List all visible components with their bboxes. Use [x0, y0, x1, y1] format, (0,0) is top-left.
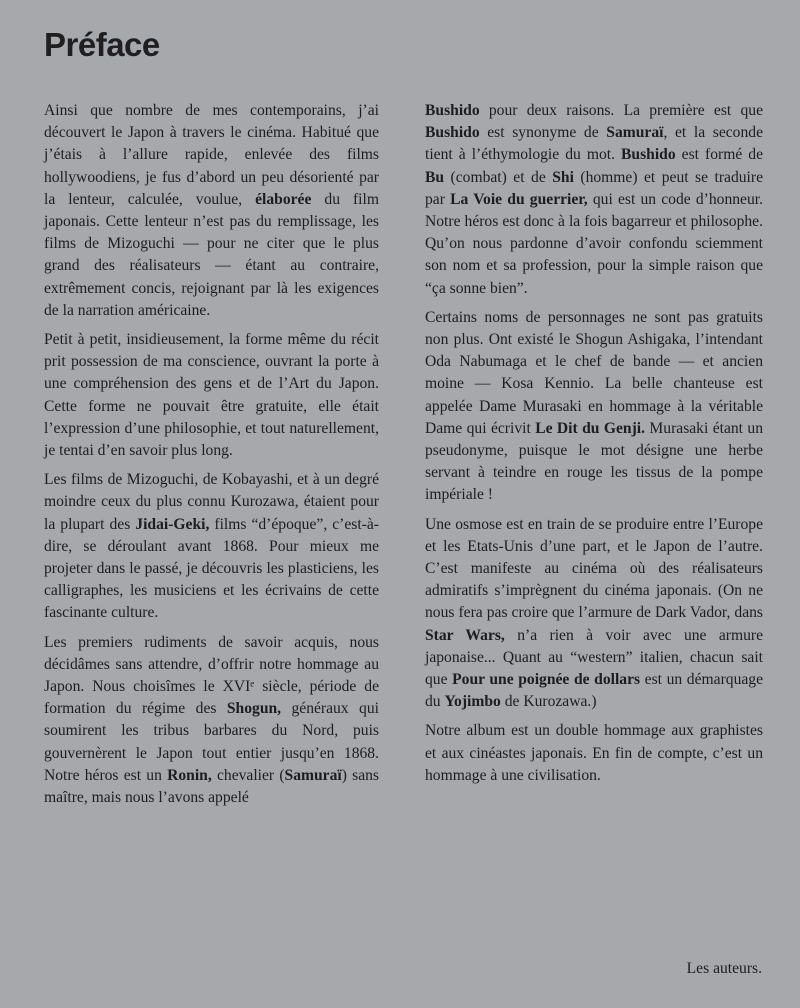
paragraph	[44, 632, 379, 810]
signature: Les auteurs.	[686, 960, 762, 977]
bold-term: Bushido	[425, 124, 480, 142]
bold-term: Star Wars,	[425, 626, 505, 644]
text-run: de Kurozawa.)	[500, 693, 597, 711]
text-run: Les premiers rudiments de savoir acquis, nous décidâmes sans attendre, d’offrir notre hommage au Japon. Nous choisîmes le XVIᵉ siècle, période de formation du régime des	[44, 633, 379, 718]
paragraph	[425, 100, 763, 300]
text-run: n’a rien à voir avec une armure japonaise... Quant au “western” italien, chacun sait que	[425, 626, 764, 689]
paragraph	[44, 469, 379, 624]
text-run: du film japonais. Cette lenteur n’est pas du remplissage, les films de Mizoguchi — pour ne citer que le plus grand des réalisateurs — étant au contraire, extrêmement concis, rejoignant par là les exigences de la narration américaine.	[44, 190, 379, 319]
text-run: qui est un code d’honneur. Notre héros est donc à la fois bagarreur et philosophe. Qu’on nous pardonne d’avoir confondu sciemment son nom et sa profession, pour la simple raison que “ça sonne bien”.	[425, 190, 764, 297]
text-run: Notre album est un double hommage aux graphistes et aux cinéastes japonais. En fin de compte, c’est un hommage à une civilisation.	[425, 722, 763, 784]
bold-term: Shi	[552, 168, 574, 186]
text-run: Ainsi que nombre de mes contemporains, j’ai découvert le Japon à travers le cinéma. Habitué que j’étais à l’allure rapide, enlevée des films hollywoodiens, je fus d’abord un peu désorienté par la lenteur, calculée, voulue,	[44, 102, 379, 208]
bold-term: Bushido	[621, 146, 676, 164]
left-column	[44, 100, 379, 816]
text-run: (combat) et de	[444, 168, 553, 186]
text-run: ) sans maître, mais nous l’avons appelé	[44, 766, 379, 807]
bold-term: Le Dit du Genji.	[535, 419, 646, 437]
paragraph	[44, 100, 379, 322]
text-run: est synonyme de	[479, 124, 607, 142]
paragraph	[425, 720, 763, 787]
bold-term: Pour une poignée de dollars	[452, 671, 641, 689]
text-run: (homme) et peut se traduire par	[425, 168, 763, 208]
bold-term: Samuraï	[606, 124, 664, 142]
text-run: est un démarquage du	[425, 671, 763, 711]
right-column	[425, 100, 763, 794]
bold-term: Samuraï	[284, 766, 342, 784]
bold-term: La Voie du guerrier,	[450, 190, 588, 208]
page-title: Préface	[44, 26, 160, 63]
bold-term: Jidai-Geki,	[135, 515, 210, 533]
text-run: chevalier (	[211, 766, 285, 784]
text-run: pour deux raisons. La première est que	[479, 102, 763, 119]
text-run: est formé de	[675, 146, 764, 164]
bold-term: Yojimbo	[444, 693, 501, 711]
paragraph	[425, 514, 763, 714]
text-run: Certains noms de personnages ne sont pas gratuits non plus. Ont existé le Shogun Ashigaka, l’intendant Oda Nabumaga et le chef de bande — et ancien moine — Kosa Kennio. La belle chanteuse est appelée Dame Murasaki en hommage à la véritable Dame qui écrivit	[425, 308, 763, 437]
bold-term: élaborée	[255, 190, 312, 208]
paragraph	[44, 329, 379, 462]
bold-term: Bu	[425, 168, 445, 186]
bold-term: Shogun,	[226, 700, 282, 718]
bold-term: Ronin,	[167, 766, 212, 784]
bold-term: Bushido	[425, 102, 480, 119]
text-run: films “d’époque”, c’est-à-dire, se déroulant avant 1868. Pour mieux me projeter dans le passé, je découvris les plasticiens, les calligraphes, les musiciens et les écrivains de cette fascinante culture.	[44, 515, 379, 622]
text-run: Petit à petit, insidieusement, la forme même du récit prit possession de ma conscience, ouvrant la porte à une compréhension des gens et de l’Art du Japon. Cette forme ne pouvait être gratuite, elle était l’expression d’une philosophie, et tout naturellement, je tentai d’en savoir plus long.	[44, 331, 379, 460]
paragraph	[425, 307, 763, 507]
text-run: Une osmose est en train de se produire entre l’Europe et les Etats-Unis d’une part, et le Japon de l’autre. C’est manifeste au cinéma où des réalisateurs admiratifs s’imprègnent du cinéma japonais. (On ne nous fera pas croire que l’armure de Dark Vador, dans	[425, 515, 763, 622]
text-run: généraux qui soumirent les tribus barbares du Nord, puis gouvernèrent le Japon tout entier jusqu’en 1868. Notre héros est un	[44, 700, 379, 784]
text-run: Murasaki étant un pseudonyme, puisque le mot désigne une herbe servant à teindre en rouge les tissus de la pompe impériale !	[425, 419, 764, 504]
text-run: , et la seconde tient à l’éthymologie du mot.	[425, 124, 763, 164]
text-run: Les films de Mizoguchi, de Kobayashi, et à un degré moindre ceux du plus connu Kurozawa, étaient pour la plupart des	[44, 471, 379, 533]
